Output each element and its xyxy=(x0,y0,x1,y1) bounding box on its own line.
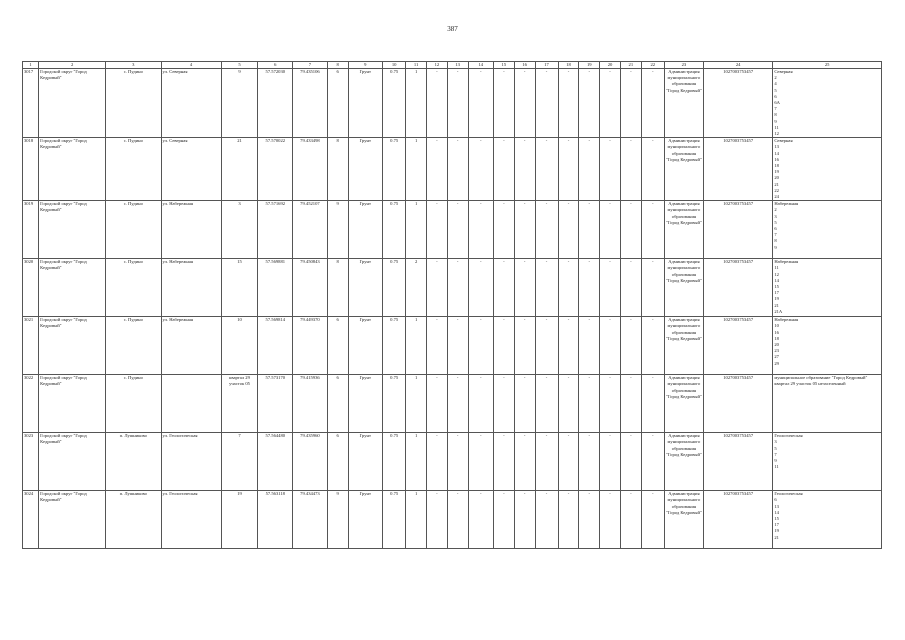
address-item: 21 xyxy=(774,302,779,308)
surface-cell: Грунт xyxy=(348,259,383,317)
district-cell: Городской округ "Город Кедровый" xyxy=(39,433,106,491)
empty-cell: - xyxy=(514,375,535,433)
owner-cell: Администрация муниципального образования "Город Кедровый" xyxy=(664,201,703,259)
ogrn-cell: 1027003753457 xyxy=(704,317,773,375)
served-addresses-cell xyxy=(773,433,882,491)
address-item: Северная xyxy=(774,69,793,74)
empty-cell: - xyxy=(558,317,579,375)
settlement-cell: с. Пудино xyxy=(106,201,161,259)
longitude-cell: 79.415936 xyxy=(293,375,328,433)
longitude-cell: 79.450843 xyxy=(293,259,328,317)
value-cell: 9 xyxy=(327,201,348,259)
address-item: 12 xyxy=(774,131,779,137)
settlement-cell: с. Пудино xyxy=(106,69,161,138)
column-header: 3 xyxy=(106,62,161,69)
address-item: 5 xyxy=(774,445,777,451)
owner-cell: Администрация муниципального образования "Город Кедровый" xyxy=(664,433,703,491)
empty-cell: - xyxy=(558,259,579,317)
table-row xyxy=(23,138,882,201)
empty-cell: - xyxy=(579,317,600,375)
address-item: Набережная xyxy=(774,317,799,323)
owner-cell: Администрация муниципального образования "Город Кедровый" xyxy=(664,317,703,375)
empty-cell: - xyxy=(468,69,493,138)
column-header: 25 xyxy=(773,62,882,69)
empty-cell: - xyxy=(514,433,535,491)
empty-cell: - xyxy=(514,69,535,138)
empty-cell: - xyxy=(579,201,600,259)
area-cell: 0.75 xyxy=(383,375,406,433)
empty-cell: - xyxy=(535,491,558,549)
empty-cell: - xyxy=(535,259,558,317)
empty-cell: - xyxy=(535,317,558,375)
empty-cell: - xyxy=(493,375,514,433)
address-item: Набережная xyxy=(774,259,799,265)
house-cell: 19 xyxy=(221,491,258,549)
empty-cell: - xyxy=(447,259,468,317)
ogrn-cell: 1027003753457 xyxy=(704,138,773,201)
row-number: 3024 xyxy=(23,491,39,549)
ogrn-cell: 1027003753457 xyxy=(704,69,773,138)
column-header: 8 xyxy=(327,62,348,69)
address-item: 18 xyxy=(774,335,779,341)
empty-cell: - xyxy=(558,138,579,201)
row-number: 3018 xyxy=(23,138,39,201)
address-item: 16 xyxy=(774,156,779,162)
empty-cell: - xyxy=(514,491,535,549)
address-item: 5 xyxy=(774,87,777,93)
address-item: 6 xyxy=(774,93,777,99)
address-item: Северная xyxy=(774,138,793,144)
empty-cell: - xyxy=(493,433,514,491)
address-item: 7 xyxy=(774,451,777,457)
surface-cell: Грунт xyxy=(348,375,383,433)
owner-cell: Администрация муниципального образования "Город Кедровый" xyxy=(664,138,703,201)
served-addresses-cell xyxy=(773,491,882,549)
column-header: 16 xyxy=(514,62,535,69)
table-row xyxy=(23,433,882,491)
empty-cell: - xyxy=(447,375,468,433)
area-cell: 0.75 xyxy=(383,491,406,549)
column-header: 4 xyxy=(161,62,221,69)
table-row xyxy=(23,201,882,259)
empty-cell: - xyxy=(641,433,664,491)
address-item: 13 xyxy=(774,503,779,509)
count-cell: 1 xyxy=(406,433,427,491)
house-cell: 15 xyxy=(221,259,258,317)
address-item: 19 xyxy=(774,296,779,302)
count-cell: 1 xyxy=(406,491,427,549)
address-item: 15 xyxy=(774,516,779,522)
empty-cell: - xyxy=(493,69,514,138)
street-cell: ул. Набережная xyxy=(161,259,221,317)
empty-cell: - xyxy=(600,138,621,201)
district-cell: Городской округ "Город Кедровый" xyxy=(39,201,106,259)
surface-cell: Грунт xyxy=(348,69,383,138)
empty-cell: - xyxy=(468,375,493,433)
address-item: 7 xyxy=(774,232,777,238)
house-cell: квартал 29 участок 05 xyxy=(221,375,258,433)
address-item: 3 xyxy=(774,439,777,445)
address-item: 24 xyxy=(774,194,779,200)
district-cell: Городской округ "Город Кедровый" xyxy=(39,69,106,138)
empty-cell: - xyxy=(514,138,535,201)
address-item: 20 xyxy=(774,175,779,181)
latitude-cell: 57.563118 xyxy=(258,491,293,549)
street-cell xyxy=(161,375,221,433)
longitude-cell: 79.435106 xyxy=(293,69,328,138)
column-header: 5 xyxy=(221,62,258,69)
column-header: 23 xyxy=(664,62,703,69)
address-item: 29 xyxy=(774,360,779,366)
column-header: 21 xyxy=(620,62,641,69)
column-header: 9 xyxy=(348,62,383,69)
address-item: 6 xyxy=(774,497,777,503)
value-cell: 6 xyxy=(327,69,348,138)
table-row xyxy=(23,375,882,433)
owner-cell: Администрация муниципального образования "Город Кедровый" xyxy=(664,259,703,317)
address-item: 14 xyxy=(774,509,779,515)
address-item: 8 xyxy=(774,112,777,118)
longitude-cell: 79.452107 xyxy=(293,201,328,259)
area-cell: 0.75 xyxy=(383,433,406,491)
empty-cell: - xyxy=(641,259,664,317)
empty-cell: - xyxy=(514,259,535,317)
address-item: 6 xyxy=(774,226,777,232)
empty-cell: - xyxy=(641,69,664,138)
owner-cell: Администрация муниципального образования "Город Кедровый" xyxy=(664,491,703,549)
house-cell: 21 xyxy=(221,138,258,201)
empty-cell: - xyxy=(427,491,448,549)
ogrn-cell: 1027003753457 xyxy=(704,491,773,549)
address-item: 11 xyxy=(774,124,779,130)
owner-cell: Администрация муниципального образования "Город Кедровый" xyxy=(664,375,703,433)
empty-cell: - xyxy=(493,317,514,375)
empty-cell: - xyxy=(558,69,579,138)
empty-cell: - xyxy=(641,375,664,433)
empty-cell: - xyxy=(447,138,468,201)
address-item: 6А xyxy=(774,100,780,106)
count-cell: 1 xyxy=(406,375,427,433)
row-number: 3022 xyxy=(23,375,39,433)
latitude-cell: 57.564480 xyxy=(258,433,293,491)
empty-cell: - xyxy=(535,375,558,433)
address-item: 20 xyxy=(774,342,779,348)
empty-cell: - xyxy=(468,491,493,549)
address-item: 2 xyxy=(774,75,777,81)
address-item: Геологическая xyxy=(774,433,803,439)
address-item: 3 xyxy=(774,213,777,219)
longitude-cell: 79.435960 xyxy=(293,433,328,491)
column-header: 1 xyxy=(23,62,39,69)
served-addresses-cell xyxy=(773,259,882,317)
empty-cell: - xyxy=(558,491,579,549)
table-row xyxy=(23,491,882,549)
count-cell: 1 xyxy=(406,201,427,259)
empty-cell: - xyxy=(579,138,600,201)
empty-cell: - xyxy=(579,491,600,549)
column-header: 14 xyxy=(468,62,493,69)
empty-cell: - xyxy=(620,375,641,433)
area-cell: 0.75 xyxy=(383,317,406,375)
area-cell: 0.75 xyxy=(383,201,406,259)
address-item: 7 xyxy=(774,106,777,112)
empty-cell: - xyxy=(427,317,448,375)
empty-cell: - xyxy=(447,433,468,491)
address-item: 4 xyxy=(774,81,777,87)
empty-cell: - xyxy=(535,201,558,259)
district-cell: Городской округ "Город Кедровый" xyxy=(39,259,106,317)
address-item: муниципальное образование "Город Кедровый" квартал 29 участок 05 незаселенный xyxy=(774,375,868,387)
ogrn-cell: 1027003753457 xyxy=(704,201,773,259)
column-header: 20 xyxy=(600,62,621,69)
house-cell: 10 xyxy=(221,317,258,375)
empty-cell: - xyxy=(468,138,493,201)
served-addresses-cell xyxy=(773,138,882,201)
empty-cell: - xyxy=(579,375,600,433)
column-header: 15 xyxy=(493,62,514,69)
page-number: 387 xyxy=(447,25,458,33)
column-header: 7 xyxy=(293,62,328,69)
empty-cell: - xyxy=(641,201,664,259)
empty-cell: - xyxy=(447,201,468,259)
empty-cell: - xyxy=(579,259,600,317)
empty-cell: - xyxy=(427,433,448,491)
longitude-cell: 79.434473 xyxy=(293,491,328,549)
settlement-cell: п. Лушниково xyxy=(106,491,161,549)
empty-cell: - xyxy=(579,69,600,138)
column-header: 2 xyxy=(39,62,106,69)
surface-cell: Грунт xyxy=(348,201,383,259)
surface-cell: Грунт xyxy=(348,317,383,375)
column-header: 17 xyxy=(535,62,558,69)
empty-cell: - xyxy=(620,491,641,549)
column-header: 6 xyxy=(258,62,293,69)
settlement-cell: с. Пудино xyxy=(106,138,161,201)
empty-cell: - xyxy=(427,201,448,259)
empty-cell: - xyxy=(558,375,579,433)
table-row xyxy=(23,259,882,317)
address-item: 11 xyxy=(774,464,779,470)
value-cell: 9 xyxy=(327,491,348,549)
empty-cell: - xyxy=(468,433,493,491)
address-item: Геологическая xyxy=(774,491,803,497)
value-cell: 6 xyxy=(327,317,348,375)
empty-cell: - xyxy=(600,69,621,138)
street-cell: ул. Северная xyxy=(161,69,221,138)
empty-cell: - xyxy=(641,317,664,375)
column-header: 11 xyxy=(406,62,427,69)
empty-cell: - xyxy=(620,433,641,491)
empty-cell: - xyxy=(514,317,535,375)
street-cell: ул. Геологическая xyxy=(161,491,221,549)
row-number: 3019 xyxy=(23,201,39,259)
settlement-cell: с. Пудино xyxy=(106,317,161,375)
street-cell: ул. Набережная xyxy=(161,317,221,375)
address-item: 14 xyxy=(774,150,779,156)
column-header: 19 xyxy=(579,62,600,69)
count-cell: 1 xyxy=(406,317,427,375)
count-cell: 1 xyxy=(406,69,427,138)
latitude-cell: 57.569814 xyxy=(258,317,293,375)
ogrn-cell: 1027003753457 xyxy=(704,259,773,317)
address-item: 27 xyxy=(774,354,779,360)
column-header: 10 xyxy=(383,62,406,69)
empty-cell: - xyxy=(600,201,621,259)
served-addresses-cell xyxy=(773,201,882,259)
served-addresses-cell xyxy=(773,317,882,375)
address-item: 10 xyxy=(774,323,779,329)
address-item: 13 xyxy=(774,144,779,150)
empty-cell: - xyxy=(620,201,641,259)
address-item: 11 xyxy=(774,265,779,271)
empty-cell: - xyxy=(620,259,641,317)
empty-cell: - xyxy=(468,259,493,317)
address-item: 9 xyxy=(774,118,777,124)
served-addresses-cell xyxy=(773,69,882,138)
empty-cell: - xyxy=(427,138,448,201)
district-cell: Городской округ "Город Кедровый" xyxy=(39,138,106,201)
street-cell: ул. Набережная xyxy=(161,201,221,259)
empty-cell: - xyxy=(535,433,558,491)
address-item: 8 xyxy=(774,238,777,244)
empty-cell: - xyxy=(579,433,600,491)
address-item: 17 xyxy=(774,522,779,528)
latitude-cell: 57.573170 xyxy=(258,375,293,433)
column-header: 18 xyxy=(558,62,579,69)
address-item: 15 xyxy=(774,284,779,290)
empty-cell: - xyxy=(620,138,641,201)
address-item: 21А xyxy=(774,308,783,314)
surface-cell: Грунт xyxy=(348,138,383,201)
row-number: 3023 xyxy=(23,433,39,491)
latitude-cell: 57.571692 xyxy=(258,201,293,259)
address-item: 19 xyxy=(774,169,779,175)
surface-cell: Грунт xyxy=(348,433,383,491)
empty-cell: - xyxy=(558,201,579,259)
empty-cell: - xyxy=(558,433,579,491)
header-row xyxy=(23,62,882,69)
empty-cell: - xyxy=(447,69,468,138)
value-cell: 8 xyxy=(327,138,348,201)
address-item: 9 xyxy=(774,458,777,464)
count-cell: 1 xyxy=(406,138,427,201)
house-cell: 7 xyxy=(221,433,258,491)
column-header: 13 xyxy=(447,62,468,69)
served-addresses-cell xyxy=(773,375,882,433)
area-cell: 0.75 xyxy=(383,259,406,317)
latitude-cell: 57.572030 xyxy=(258,69,293,138)
address-item: 21 xyxy=(774,181,779,187)
empty-cell: - xyxy=(600,433,621,491)
address-item: 19 xyxy=(774,528,779,534)
address-item: 16 xyxy=(774,329,779,335)
district-cell: Городской округ "Город Кедровый" xyxy=(39,317,106,375)
table-row xyxy=(23,69,882,138)
empty-cell: - xyxy=(514,201,535,259)
value-cell: 8 xyxy=(327,259,348,317)
row-number: 3021 xyxy=(23,317,39,375)
district-cell: Городской округ "Город Кедровый" xyxy=(39,375,106,433)
empty-cell: - xyxy=(493,138,514,201)
settlement-cell: п. Лушниково xyxy=(106,433,161,491)
area-cell: 0.75 xyxy=(383,69,406,138)
latitude-cell: 57.570022 xyxy=(258,138,293,201)
settlement-cell: с. Пудино xyxy=(106,259,161,317)
empty-cell: - xyxy=(535,69,558,138)
column-header: 24 xyxy=(704,62,773,69)
empty-cell: - xyxy=(493,259,514,317)
district-cell: Городской округ "Город Кедровый" xyxy=(39,491,106,549)
empty-cell: - xyxy=(641,491,664,549)
column-header: 22 xyxy=(641,62,664,69)
address-item: Набережная xyxy=(774,201,799,207)
settlement-cell: с. Пудино xyxy=(106,375,161,433)
empty-cell: - xyxy=(468,317,493,375)
longitude-cell: 79.449370 xyxy=(293,317,328,375)
address-item: 2 xyxy=(774,207,777,213)
longitude-cell: 79.433498 xyxy=(293,138,328,201)
empty-cell: - xyxy=(535,138,558,201)
address-item: 9 xyxy=(774,244,777,250)
empty-cell: - xyxy=(427,69,448,138)
empty-cell: - xyxy=(600,375,621,433)
owner-cell: Администрация муниципального образования "Город Кедровый" xyxy=(664,69,703,138)
address-item: 12 xyxy=(774,271,779,277)
address-item: 18 xyxy=(774,163,779,169)
empty-cell: - xyxy=(468,201,493,259)
empty-cell: - xyxy=(427,375,448,433)
street-cell: ул. Геологическая xyxy=(161,433,221,491)
address-item: 14 xyxy=(774,277,779,283)
value-cell: 6 xyxy=(327,433,348,491)
table-row xyxy=(23,317,882,375)
address-item: 5 xyxy=(774,219,777,225)
house-cell: 9 xyxy=(221,69,258,138)
ogrn-cell: 1027003753457 xyxy=(704,375,773,433)
surface-cell: Грунт xyxy=(348,491,383,549)
registry-table xyxy=(22,61,882,549)
empty-cell: - xyxy=(600,491,621,549)
address-item: 23 xyxy=(774,348,779,354)
empty-cell: - xyxy=(600,259,621,317)
ogrn-cell: 1027003753457 xyxy=(704,433,773,491)
house-cell: 3 xyxy=(221,201,258,259)
address-item: 21 xyxy=(774,534,779,540)
empty-cell: - xyxy=(620,317,641,375)
empty-cell: - xyxy=(447,491,468,549)
column-header: 12 xyxy=(427,62,448,69)
address-item: 22 xyxy=(774,187,779,193)
area-cell: 0.75 xyxy=(383,138,406,201)
row-number: 3020 xyxy=(23,259,39,317)
value-cell: 6 xyxy=(327,375,348,433)
empty-cell: - xyxy=(600,317,621,375)
address-item: 17 xyxy=(774,290,779,296)
latitude-cell: 57.569881 xyxy=(258,259,293,317)
empty-cell: - xyxy=(493,491,514,549)
empty-cell: - xyxy=(641,138,664,201)
empty-cell: - xyxy=(447,317,468,375)
row-number: 3017 xyxy=(23,69,39,138)
count-cell: 2 xyxy=(406,259,427,317)
empty-cell: - xyxy=(427,259,448,317)
empty-cell: - xyxy=(493,201,514,259)
empty-cell: - xyxy=(620,69,641,138)
street-cell: ул. Северная xyxy=(161,138,221,201)
